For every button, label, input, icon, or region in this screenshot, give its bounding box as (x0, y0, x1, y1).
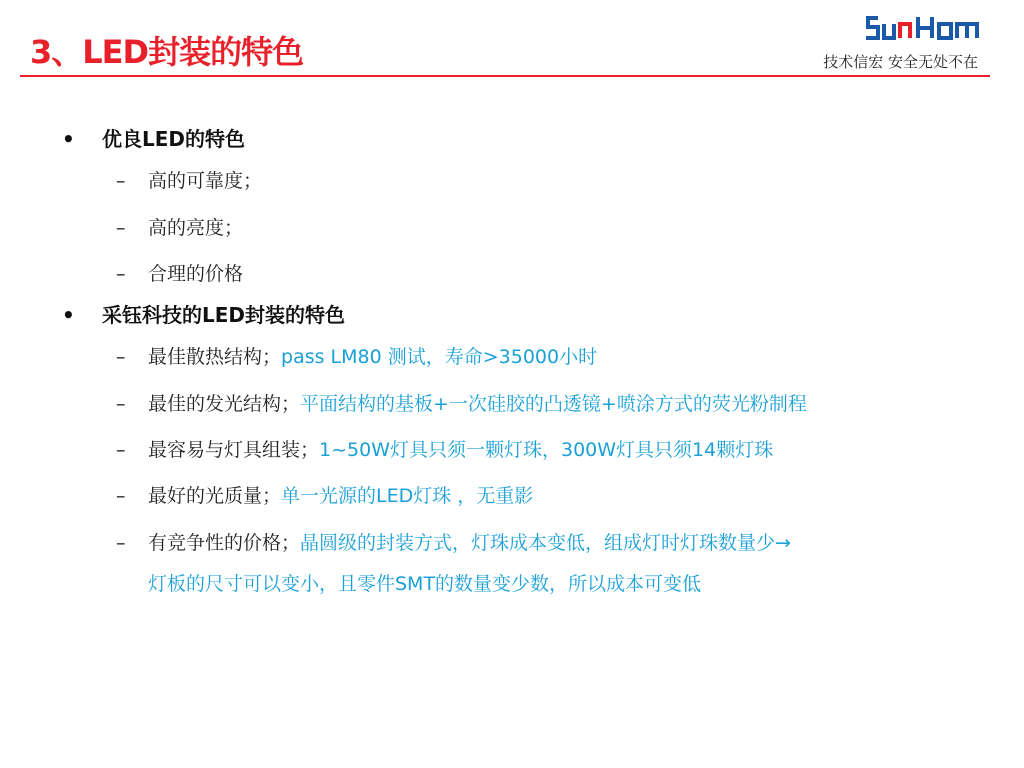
item-label: 最容易与灯具组装； (148, 439, 320, 461)
list-item (116, 528, 791, 558)
list-item (116, 481, 533, 511)
dash-icon: – (116, 393, 126, 415)
list-item (116, 166, 262, 196)
item-label: 最佳的发光结构； (148, 393, 301, 415)
list-item (116, 213, 243, 243)
list-item (116, 342, 597, 372)
item-label: 高的亮度； (148, 217, 244, 239)
item-label: 最好的光质量； (148, 485, 282, 507)
item-label: 有竞争性的价格； (148, 532, 301, 554)
dash-icon: – (116, 217, 126, 239)
header-divider (20, 75, 990, 77)
list-item (116, 259, 243, 289)
item-label: 最佳散热结构； (148, 346, 282, 368)
section-heading-text: 采钰科技的LED封装的特色 (102, 303, 346, 327)
dash-icon: – (116, 439, 126, 461)
bullet-icon: • (62, 303, 75, 327)
tagline: 技术信宏 安全无处不在 (823, 53, 978, 71)
dash-icon: – (116, 485, 126, 507)
sunhom-logo (864, 14, 980, 42)
item-detail-continuation: 灯板的尺寸可以变小，且零件SMT的数量变少数，所以成本可变低 (148, 573, 702, 595)
item-detail: 晶圆级的封装方式，灯珠成本变低，组成灯时灯珠数量少→ (300, 532, 791, 554)
section-heading (62, 122, 245, 156)
section-heading-text: 优良LED的特色 (102, 127, 246, 151)
page-title: 3、LED封装的特色 (30, 33, 304, 71)
section-heading (62, 298, 345, 332)
item-label: 合理的价格 (148, 263, 244, 285)
item-detail: 单一光源的LED灯珠 ，无重影 (281, 485, 534, 507)
item-detail: pass LM80 测试，寿命>35000小时 (281, 346, 598, 368)
dash-icon: – (116, 263, 126, 285)
dash-icon: – (116, 532, 126, 554)
dash-icon: – (116, 346, 126, 368)
bullet-icon: • (62, 127, 75, 151)
item-detail: 平面结构的基板+一次硅胶的凸透镜+喷涂方式的荧光粉制程 (300, 393, 807, 415)
list-item (116, 389, 807, 419)
item-detail: 1~50W灯具只须一颗灯珠，300W灯具只须14颗灯珠 (319, 439, 774, 461)
dash-icon: – (116, 170, 126, 192)
list-item (116, 435, 773, 465)
item-label: 高的可靠度； (148, 170, 263, 192)
